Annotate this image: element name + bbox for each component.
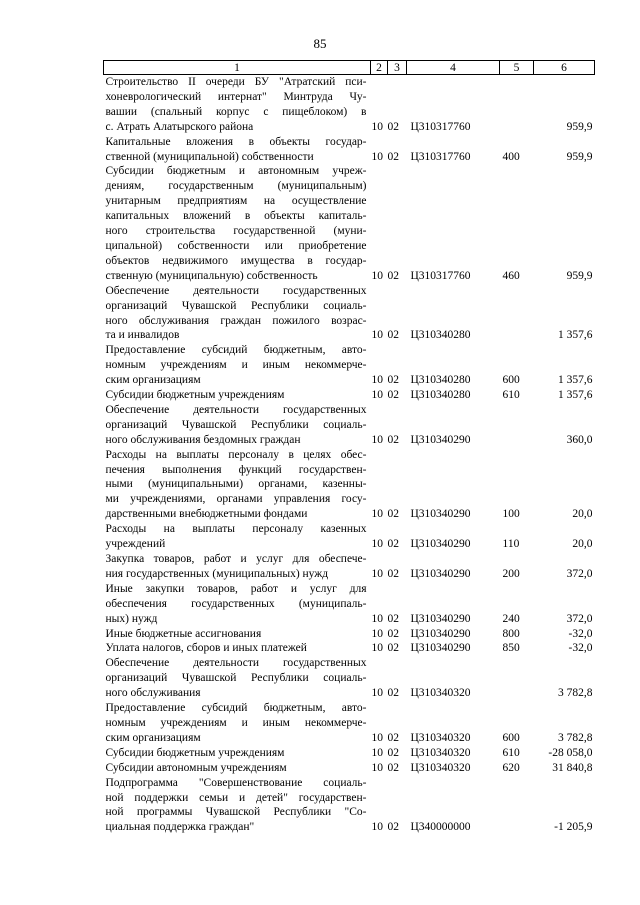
section-code: 10: [371, 821, 383, 834]
expense-type-code: 240: [502, 612, 520, 625]
row-name-line: ного обслуживания граждан пожилого возрас-: [105, 314, 367, 327]
table-row: [104, 388, 595, 403]
row-name-line: дарственными внебюджетными фондами: [105, 508, 308, 521]
table-row: [104, 656, 595, 701]
table-row: [104, 552, 595, 582]
target-article-code: Ц310340290: [410, 433, 471, 446]
header-col-6: 6: [534, 61, 595, 75]
section-code: 10: [371, 389, 383, 402]
table-header: [104, 61, 595, 75]
subsection-code: 02: [387, 567, 399, 580]
table-row: [104, 343, 595, 388]
expense-type-code: 200: [502, 567, 520, 580]
section-code: 10: [371, 746, 383, 759]
table-row: [104, 135, 595, 165]
table-row: [104, 164, 595, 283]
subsection-code: 02: [387, 150, 399, 163]
subsection-code: 02: [387, 433, 399, 446]
expense-type-code: [500, 656, 534, 701]
target-article-code: Ц310317760: [410, 269, 471, 282]
row-name-line: Расходы на выплаты персоналу казенных: [105, 523, 367, 536]
expense-type-code: 400: [502, 150, 520, 163]
row-name-line: организаций Чувашской Республики социаль-: [105, 299, 367, 312]
expense-type-code: 610: [502, 389, 520, 402]
target-article-code: Ц310340320: [410, 687, 471, 700]
subsection-code: 02: [387, 374, 399, 387]
row-name-line: Предоставление субсидий бюджетным, авто-: [105, 702, 367, 715]
amount-value: 1 357,6: [558, 389, 593, 402]
row-name-line: та и инвалидов: [105, 329, 180, 342]
table-row: [104, 582, 595, 627]
target-article-code: Ц310340290: [410, 642, 471, 655]
row-name-line: ми учреждениями, органами управления госу-: [105, 493, 367, 506]
section-code: 10: [371, 567, 383, 580]
row-name-line: ния государственных (муниципальных) нужд: [105, 567, 329, 580]
row-name-line: Предоставление субсидий бюджетным, авто-: [105, 344, 367, 357]
amount-value: 372,0: [566, 612, 593, 625]
row-name-line: Строительство II очереди БУ "Атратский пси-: [105, 76, 367, 88]
row-name-line: Субсидии автономным учреждениям: [105, 761, 287, 774]
row-name: [104, 388, 371, 403]
row-name-line: ного обслуживания бездомных граждан: [105, 433, 301, 446]
row-name-line: Субсидии бюджетным учреждениям: [105, 389, 285, 402]
subsection-code: 02: [387, 389, 399, 402]
row-name: [104, 75, 371, 135]
expense-type-code: 800: [502, 627, 520, 640]
target-article-code: Ц340000000: [410, 821, 471, 834]
amount-value: -32,0: [568, 627, 593, 640]
amount-value: -28 058,0: [548, 746, 593, 759]
target-article-code: Ц310340290: [410, 627, 471, 640]
row-name-line: вашии (спальный корпус с пищеблоком) в: [105, 105, 367, 118]
row-name-line: номным учреждениям и иным некоммерче-: [105, 359, 367, 372]
row-name-line: Обеспечение деятельности государственных: [105, 284, 367, 297]
row-name: [104, 582, 371, 627]
row-name-line: Закупка товаров, работ и услуг для обеспече-: [105, 553, 367, 565]
row-name-line: дениям, государственным (муниципальным): [105, 180, 367, 193]
table-row: [104, 284, 595, 344]
row-name-line: Субсидии бюджетным учреждениям: [105, 746, 285, 759]
row-name-line: ципальной) собственности или приобретение: [105, 239, 367, 252]
expense-type-code: 100: [502, 508, 520, 521]
table-row: [104, 746, 595, 761]
row-name-line: Уплата налогов, сборов и иных платежей: [105, 642, 307, 655]
section-code: 10: [371, 508, 383, 521]
table-row: [104, 761, 595, 776]
section-code: 10: [371, 612, 383, 625]
budget-table: [103, 60, 595, 835]
expense-type-code: [500, 75, 534, 135]
row-name: [104, 284, 371, 344]
row-name: [104, 761, 371, 776]
amount-value: 1 357,6: [558, 374, 593, 387]
expense-type-code: [500, 776, 534, 836]
row-name-line: ственную (муниципальную) собственность: [105, 269, 318, 282]
subsection-code: 02: [387, 642, 399, 655]
row-name-line: Субсидии бюджетным и автономным учреж-: [105, 165, 367, 178]
row-name-line: капитальных вложений в объекты капиталь-: [105, 210, 367, 223]
row-name-line: обеспечения государственных (муниципаль-: [105, 597, 367, 610]
subsection-code: 02: [387, 731, 399, 744]
expense-type-code: 460: [502, 269, 520, 282]
section-code: 10: [371, 642, 383, 655]
target-article-code: Ц310340280: [410, 329, 471, 342]
target-article-code: Ц310340290: [410, 567, 471, 580]
row-name: [104, 522, 371, 552]
expense-type-code: 600: [502, 374, 520, 387]
target-article-code: Ц310340290: [410, 612, 471, 625]
amount-value: 31 840,8: [552, 761, 593, 774]
page-number: 85: [313, 36, 327, 51]
row-name-line: ственной (муниципальной) собственности: [105, 150, 314, 163]
row-name: [104, 641, 371, 656]
section-code: 10: [371, 120, 383, 133]
section-code: 10: [371, 150, 383, 163]
target-article-code: Ц310340320: [410, 746, 471, 759]
target-article-code: Ц310340280: [410, 389, 471, 402]
row-name-line: печения выполнения функций государствен-: [105, 463, 367, 476]
table-body: [104, 75, 595, 836]
row-name-line: Расходы на выплаты персоналу в целях обес-: [105, 448, 367, 461]
target-article-code: Ц310317760: [410, 120, 471, 133]
target-article-code: Ц310340320: [410, 731, 471, 744]
section-code: 10: [371, 433, 383, 446]
subsection-code: 02: [387, 269, 399, 282]
table-row: [104, 448, 595, 523]
header-col-5: 5: [500, 61, 534, 75]
row-name-line: циальная поддержка граждан": [105, 821, 255, 834]
table-row: [104, 627, 595, 642]
row-name: [104, 746, 371, 761]
target-article-code: Ц310340280: [410, 374, 471, 387]
row-name: [104, 135, 371, 165]
header-col-4: 4: [407, 61, 500, 75]
row-name: [104, 776, 371, 836]
section-code: 10: [371, 687, 383, 700]
table-row: [104, 776, 595, 836]
row-name: [104, 656, 371, 701]
row-name-line: унитарным предприятиям на осуществление: [105, 195, 367, 208]
row-name-line: Обеспечение деятельности государственных: [105, 657, 367, 670]
subsection-code: 02: [387, 329, 399, 342]
target-article-code: Ц310340290: [410, 508, 471, 521]
amount-value: 959,9: [566, 120, 593, 133]
section-code: 10: [371, 731, 383, 744]
expense-type-code: 600: [502, 731, 520, 744]
amount-value: 959,9: [566, 269, 593, 282]
row-name-line: хоневрологический интернат" Минтруда Чу-: [105, 90, 367, 103]
section-code: 10: [371, 761, 383, 774]
expense-type-code: [500, 284, 534, 344]
amount-value: 20,0: [572, 538, 593, 551]
row-name: [104, 403, 371, 448]
expense-type-code: 110: [502, 538, 520, 551]
subsection-code: 02: [387, 538, 399, 551]
table-row: [104, 75, 595, 135]
header-col-2: 2: [371, 61, 388, 75]
row-name-line: ной поддержки семьи и детей" государствен-: [105, 791, 367, 804]
expense-type-code: 620: [502, 761, 520, 774]
row-name: [104, 701, 371, 746]
row-name-line: ного строительства государственной (муни-: [105, 225, 367, 238]
header-col-1: 1: [104, 61, 371, 75]
expense-type-code: [500, 403, 534, 448]
table-row: [104, 522, 595, 552]
row-name-line: объектов недвижимого имущества в государ-: [105, 254, 367, 267]
table-row: [104, 403, 595, 448]
header-row: [104, 61, 595, 75]
row-name-line: ной программы Чувашской Республики "Со-: [105, 806, 367, 819]
row-name-line: с. Атрать Алатырского района: [105, 120, 254, 133]
row-name: [104, 164, 371, 283]
subsection-code: 02: [387, 746, 399, 759]
amount-value: 372,0: [566, 567, 593, 580]
section-code: 10: [371, 329, 383, 342]
row-name-line: Иные бюджетные ассигнования: [105, 627, 262, 640]
subsection-code: 02: [387, 761, 399, 774]
amount-value: 959,9: [566, 150, 593, 163]
row-name-line: Подпрограмма "Совершенствование социаль-: [105, 776, 367, 789]
row-name-line: Обеспечение деятельности государственных: [105, 403, 367, 416]
row-name: [104, 627, 371, 642]
row-name: [104, 343, 371, 388]
section-code: 10: [371, 269, 383, 282]
target-article-code: Ц310340290: [410, 538, 471, 551]
row-name-line: ским организациям: [105, 374, 201, 387]
subsection-code: 02: [387, 120, 399, 133]
table-row: [104, 701, 595, 746]
section-code: 10: [371, 374, 383, 387]
row-name-line: ных) нужд: [105, 612, 158, 625]
section-code: 10: [371, 538, 383, 551]
row-name-line: организаций Чувашской Республики социаль-: [105, 672, 367, 685]
row-name-line: ским организациям: [105, 731, 201, 744]
target-article-code: Ц310317760: [410, 150, 471, 163]
amount-value: -32,0: [568, 642, 593, 655]
amount-value: 20,0: [572, 508, 593, 521]
subsection-code: 02: [387, 627, 399, 640]
row-name-line: организаций Чувашской Республики социаль-: [105, 418, 367, 431]
row-name-line: ного обслуживания: [105, 687, 201, 700]
subsection-code: 02: [387, 687, 399, 700]
expense-type-code: 610: [502, 746, 520, 759]
subsection-code: 02: [387, 612, 399, 625]
amount-value: 1 357,6: [558, 329, 593, 342]
amount-value: 360,0: [566, 433, 593, 446]
amount-value: 3 782,8: [558, 687, 593, 700]
row-name-line: учреждений: [105, 538, 166, 551]
row-name-line: ными (муниципальными) органами, казенны-: [105, 478, 367, 491]
table-row: [104, 641, 595, 656]
row-name-line: Капитальные вложения в объекты государ-: [105, 135, 367, 148]
row-name: [104, 552, 371, 582]
row-name-line: номным учреждениям и иным некоммерче-: [105, 716, 367, 729]
subsection-code: 02: [387, 821, 399, 834]
row-name-line: Иные закупки товаров, работ и услуг для: [105, 582, 367, 595]
row-name: [104, 448, 371, 523]
header-col-3: 3: [388, 61, 407, 75]
section-code: 10: [371, 627, 383, 640]
amount-value: 3 782,8: [558, 731, 593, 744]
subsection-code: 02: [387, 508, 399, 521]
target-article-code: Ц310340320: [410, 761, 471, 774]
expense-type-code: 850: [502, 642, 520, 655]
amount-value: -1 205,9: [554, 821, 593, 834]
